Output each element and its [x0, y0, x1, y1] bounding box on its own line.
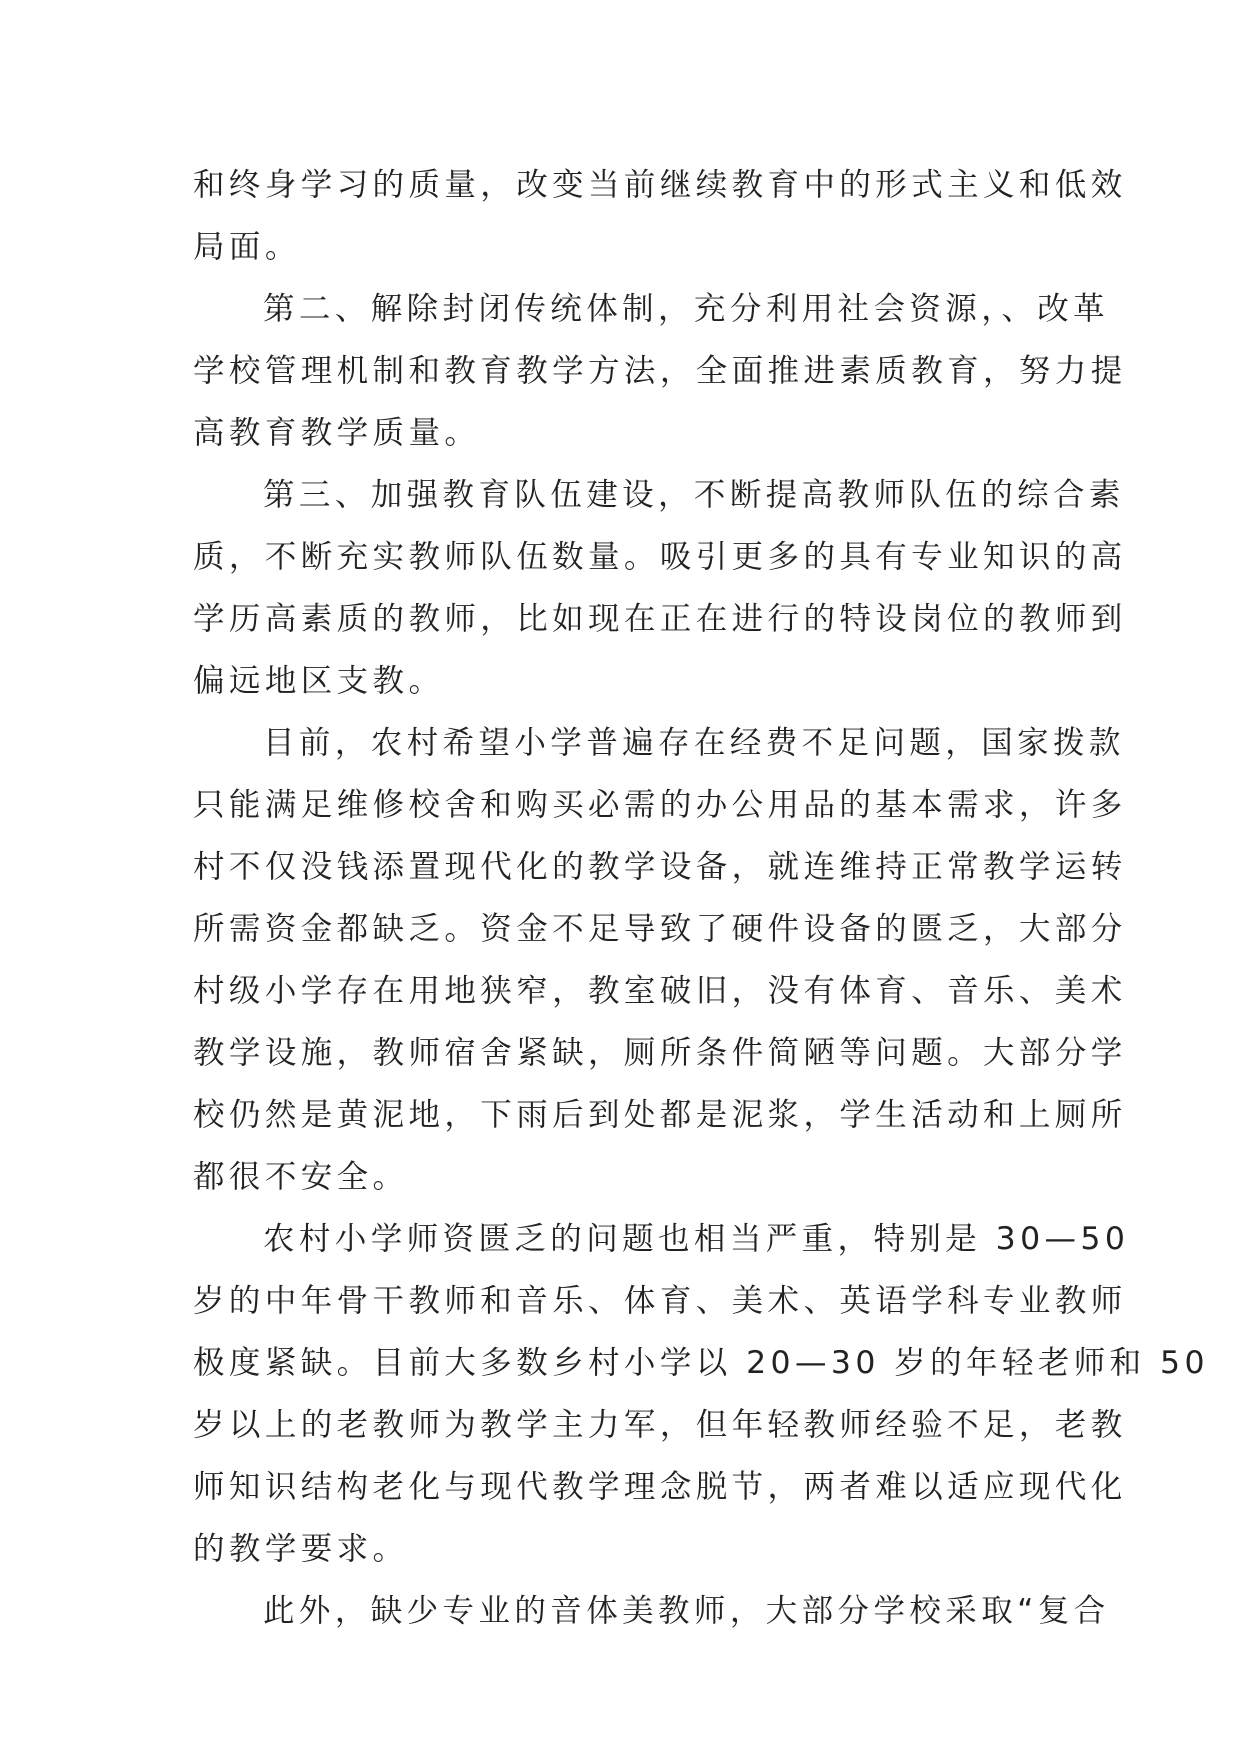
paragraph-start-line: 目前，农村希望小学普遍存在经费不足问题，国家拨款: [263, 725, 1125, 761]
text-line: 都很不安全。: [193, 1159, 409, 1195]
text-line: 所需资金都缺乏。资金不足导致了硬件设备的匮乏，大部分: [193, 911, 1127, 947]
text-line: 极度紧缺。目前大多数乡村小学以 20—30 岁的年轻老师和 50: [193, 1345, 1209, 1381]
text-line: 校仍然是黄泥地，下雨后到处都是泥浆，学生活动和上厕所: [193, 1097, 1127, 1133]
text-line: 学历高素质的教师，比如现在正在进行的特设岗位的教师到: [193, 601, 1127, 637]
document-body: [193, 154, 1209, 1642]
paragraph-start-line: 第二、解除封闭传统体制，充分利用社会资源，、改革: [263, 291, 1110, 327]
text-line: 岁以上的老教师为教学主力军，但年轻教师经验不足，老教: [193, 1407, 1127, 1443]
text-line: 只能满足维修校舍和购买必需的办公用品的基本需求，许多: [193, 787, 1127, 823]
text-line: 偏远地区支教。: [193, 663, 445, 699]
text-line: 和终身学习的质量，改变当前继续教育中的形式主义和低效: [193, 167, 1127, 203]
text-line: 高教育教学质量。: [193, 415, 481, 451]
text-line: 教学设施，教师宿舍紧缺，厕所条件简陋等问题。大部分学: [193, 1035, 1127, 1071]
text-line: 学校管理机制和教育教学方法，全面推进素质教育，努力提: [193, 353, 1127, 389]
text-line: 的教学要求。: [193, 1531, 409, 1567]
text-line: 质，不断充实教师队伍数量。吸引更多的具有专业知识的高: [193, 539, 1127, 575]
text-line: 局面。: [193, 229, 301, 265]
paragraph-start-line: 第三、加强教育队伍建设，不断提高教师队伍的综合素: [263, 477, 1125, 513]
paragraph-start-line: 此外，缺少专业的音体美教师，大部分学校采取“复合: [263, 1593, 1110, 1629]
text-line: 村级小学存在用地狭窄，教室破旧，没有体育、音乐、美术: [193, 973, 1127, 1009]
text-line: 岁的中年骨干教师和音乐、体育、美术、英语学科专业教师: [193, 1283, 1127, 1319]
text-line: 村不仅没钱添置现代化的教学设备，就连维持正常教学运转: [193, 849, 1127, 885]
paragraph-start-line: 农村小学师资匮乏的问题也相当严重，特别是 30—50: [263, 1221, 1130, 1257]
text-line: 师知识结构老化与现代教学理念脱节，两者难以适应现代化: [193, 1469, 1127, 1505]
